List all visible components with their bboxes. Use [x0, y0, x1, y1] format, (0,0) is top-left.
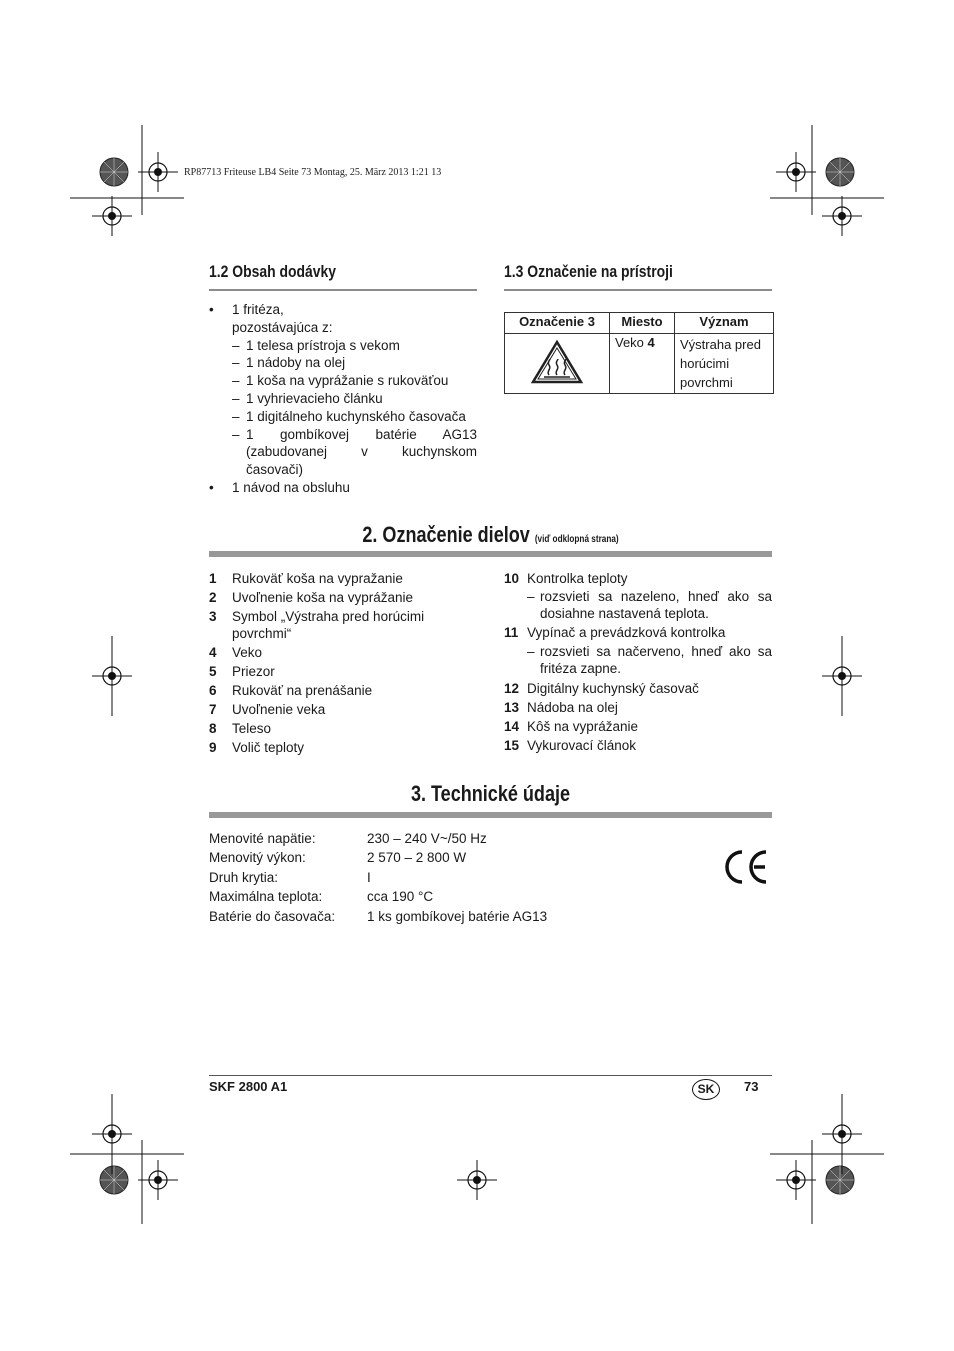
section-1-3-title: 1.3 Označenie na prístroji [504, 262, 673, 281]
list-item: – 1 gombíkovej batérie AG13 (zabudovanej v kuchynskom časovači) [232, 426, 477, 478]
list-item: 8 Teleso [209, 721, 272, 736]
list-subitem: – rozsvieti sa nazeleno, hneď ako sa dosiahne nastavená teplota. [527, 589, 772, 621]
page-number: 73 [744, 1079, 759, 1094]
spec-row: Batérie do časovača: 1 ks gombíkovej batérie AG13 [209, 908, 548, 924]
parts-list-right [504, 569, 772, 755]
list-item: 13 Nádoba na olej [504, 700, 618, 715]
list-item: 9 Volič teploty [209, 740, 305, 755]
list-item: 7 Uvoľnenie veka [209, 702, 326, 717]
marking-table [504, 312, 774, 394]
parts-list-left [209, 569, 477, 757]
list-item: 14 Kôš na vyprážanie [504, 719, 639, 734]
section-1-3-rule [504, 289, 772, 291]
print-header: RP87713 Friteuse LB4 Seite 73 Montag, 25. März 2013 1:21 13 [184, 167, 442, 178]
marking-table-header: Označenie 3 [505, 313, 610, 334]
tech-specs [209, 829, 629, 926]
list-subitem: – rozsvieti sa načerveno, hneď ako sa fritéza zapne. [527, 644, 772, 676]
list-item: 12 Digitálny kuchynský časovač [504, 681, 699, 696]
list-item: 4 Veko [209, 645, 263, 660]
hot-surface-warning-icon [530, 338, 584, 386]
list-item: – 1 digitálneho kuchynského časovača [232, 408, 466, 424]
ce-mark [724, 849, 770, 885]
list-item: – 1 nádoby na olej [232, 355, 346, 371]
list-item: 3 Symbol „Výstraha pred horúcimi povrchmi“ [209, 609, 425, 641]
footer-rule [209, 1075, 772, 1076]
spec-row: Druh krytia: I [209, 869, 371, 885]
marking-place-cell: Veko 4 [610, 334, 675, 394]
list-item: • 1 návod na obsluhu [209, 479, 350, 495]
spec-row: Menovitý výkon: 2 570 – 2 800 W [209, 850, 467, 866]
section-2-rule [209, 551, 772, 557]
list-item: 15 Vykurovací článok [504, 738, 637, 753]
list-item: • 1 fritéza, [209, 302, 284, 317]
spec-row: Menovité napätie: 230 – 240 V~/50 Hz [209, 831, 487, 846]
section-3-title: 3. Technické údaje [410, 781, 571, 806]
list-item: 5 Priezor [209, 664, 275, 679]
marking-table-header: Význam [675, 313, 774, 334]
spec-row: Maximálna teplota: cca 190 °C [209, 889, 434, 905]
list-item: 11 Vypínač a prevádzková kontrolka [504, 625, 726, 640]
section-2-title: 2. Označenie dielov (viď odklopná strana) [362, 522, 619, 547]
list-item: pozostávajúca z: [232, 319, 333, 335]
list-item: – 1 koša na vyprážanie s rukoväťou [232, 373, 449, 389]
model-number: SKF 2800 A1 [209, 1079, 288, 1094]
list-item: 6 Rukoväť na prenášanie [209, 683, 373, 698]
section-3-rule [209, 812, 772, 818]
hot-surface-symbol-cell [505, 334, 610, 394]
list-item: – 1 telesa prístroja s vekom [232, 337, 400, 353]
section-1-2-title: 1.2 Obsah dodávky [209, 262, 337, 281]
marking-table-header: Miesto [610, 313, 675, 334]
section-1-2-rule [209, 289, 477, 291]
list-item: 2 Uvoľnenie koša na vyprážanie [209, 590, 414, 605]
marking-meaning-cell: Výstraha pred horúcimi povrchmi [675, 334, 774, 394]
language-badge: SK [692, 1079, 720, 1100]
list-item: – 1 vyhrievacieho článku [232, 390, 383, 406]
list-item: 1 Rukoväť koša na vypražanie [209, 571, 403, 586]
delivery-contents-list [209, 301, 477, 497]
list-item: 10 Kontrolka teploty [504, 571, 628, 586]
